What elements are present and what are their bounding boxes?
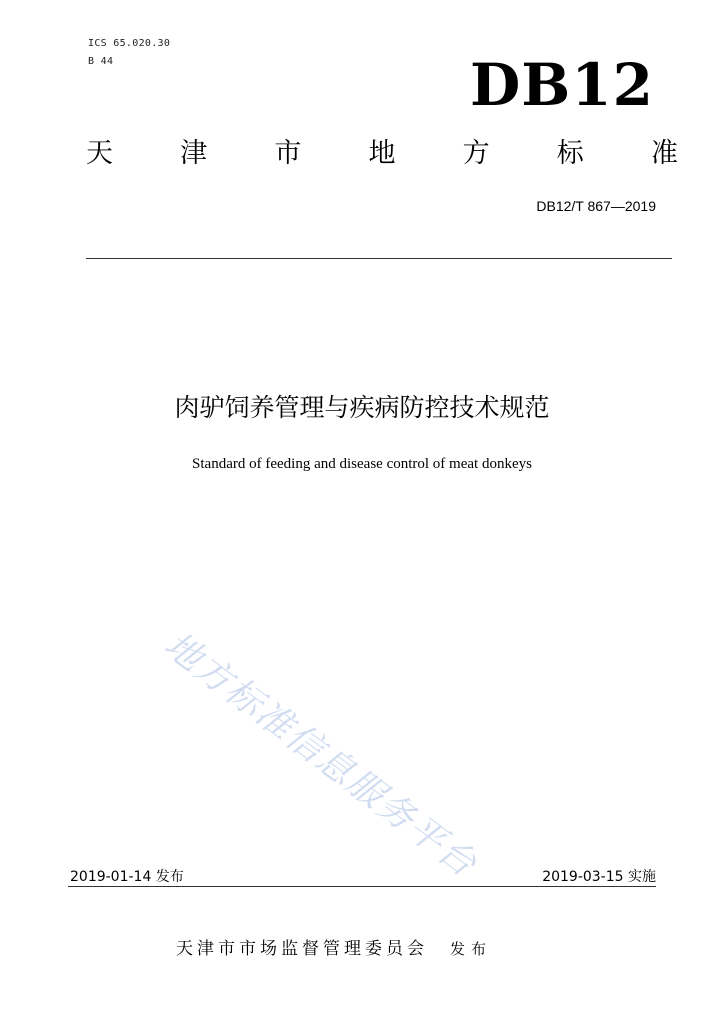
standard-type-char: 市 xyxy=(274,138,302,169)
issuer: 天津市市场监督管理委员会 xyxy=(176,939,428,959)
watermark: 地方标准信息服务平台 xyxy=(156,624,485,886)
issue-label: 发布 xyxy=(450,940,493,958)
standard-type-heading xyxy=(86,140,678,167)
standard-type-char: 津 xyxy=(180,138,208,169)
standard-number: DB12/T 867—2019 xyxy=(536,198,656,214)
standard-type-char: 准 xyxy=(650,138,678,169)
standard-type-char: 标 xyxy=(556,138,584,169)
issue-date: 2019-01-14 发布 xyxy=(70,869,184,885)
implementation-date: 2019-03-15 实施 xyxy=(542,869,656,885)
standard-type-char: 方 xyxy=(462,138,490,169)
ics-code: ICS 65.020.30 xyxy=(88,38,171,49)
title-english: Standard of feeding and disease control of meat donkeys xyxy=(192,456,532,472)
standard-type-char: 天 xyxy=(86,138,113,169)
footer-divider xyxy=(68,886,656,887)
standard-type-char: 地 xyxy=(368,138,396,169)
header-divider xyxy=(86,258,672,259)
issuer-row xyxy=(176,934,492,959)
title-chinese: 肉驴饲养管理与疾病防控技术规范 xyxy=(174,393,550,422)
db-mark: DB12 xyxy=(469,51,654,119)
ccs-code: B 44 xyxy=(88,56,114,67)
